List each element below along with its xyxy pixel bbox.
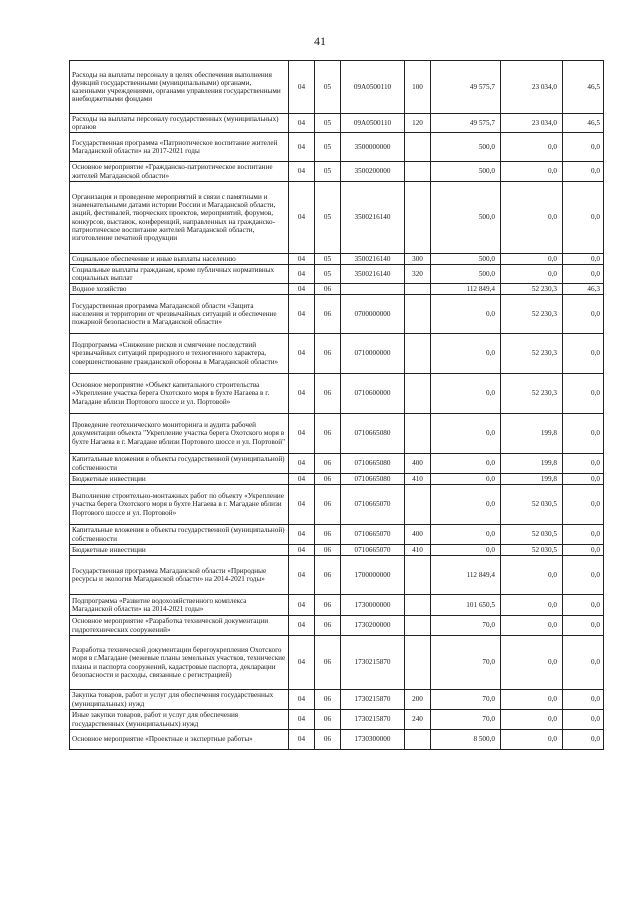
table-row: [70, 595, 604, 616]
cell-expense-type: 400: [405, 454, 431, 474]
cell-name: Бюджетные инвестиции: [70, 545, 289, 556]
cell-target-article: 09А0500110: [341, 61, 405, 114]
cell-percent: 0,0: [563, 545, 604, 556]
cell-section: 04: [289, 133, 315, 162]
cell-name: Социальные выплаты гражданам, кроме публичных нормативных социальных выплат: [70, 265, 289, 284]
cell-expense-type: [405, 485, 431, 525]
cell-amount-plan: 8 500,0: [431, 730, 501, 750]
cell-name: Иные закупки товаров, работ и услуг для обеспечения государственных (муниципальных) нужд: [70, 710, 289, 730]
cell-percent: 0,0: [563, 710, 604, 730]
table-row: [70, 525, 604, 545]
cell-name: Основное мероприятие «Объект капитального строительства «Укрепление участка берега Охотского моря в бухте Нагаева в г. Магадане вблизи Портового шоссе и ул. Портовой»: [70, 374, 289, 414]
table-row: [70, 295, 604, 334]
cell-amount-plan: 0,0: [431, 334, 501, 374]
cell-section: 04: [289, 556, 315, 595]
cell-expense-type: [405, 374, 431, 414]
cell-subsection: 06: [315, 545, 341, 556]
cell-percent: 0,0: [563, 730, 604, 750]
cell-percent: 0,0: [563, 556, 604, 595]
table-row: [70, 454, 604, 474]
cell-expense-type: [405, 595, 431, 616]
cell-amount-actual: 0,0: [501, 730, 563, 750]
cell-expense-type: [405, 284, 431, 295]
cell-section: 04: [289, 690, 315, 710]
cell-amount-plan: 500,0: [431, 182, 501, 254]
cell-target-article: 0710665070: [341, 525, 405, 545]
cell-target-article: [341, 284, 405, 295]
cell-target-article: 3500216140: [341, 254, 405, 265]
cell-section: 04: [289, 254, 315, 265]
cell-target-article: 0710600000: [341, 374, 405, 414]
cell-amount-plan: 0,0: [431, 295, 501, 334]
cell-amount-plan: 49 575,7: [431, 61, 501, 114]
cell-target-article: 3500216140: [341, 265, 405, 284]
cell-percent: 0,0: [563, 295, 604, 334]
cell-name: Расходы на выплаты персоналу в целях обеспечения выполнения функций государственными (муниципальными) органами, казенными учреждениями, органами управления государственными внебюджетными фондами: [70, 61, 289, 114]
cell-subsection: 06: [315, 295, 341, 334]
cell-expense-type: [405, 162, 431, 182]
cell-percent: 0,0: [563, 525, 604, 545]
cell-amount-actual: 52 030,5: [501, 545, 563, 556]
cell-name: Разработка технической документации берегоукрепления Охотского моря в г.Магадане (межевые планы земельных участков, технические планы и паспорта сооружений, кадастровые паспорта, декларации безопасности и расходы, связанные с регистрацией): [70, 636, 289, 690]
cell-amount-actual: 23 034,0: [501, 61, 563, 114]
cell-amount-actual: 0,0: [501, 162, 563, 182]
cell-amount-plan: 112 849,4: [431, 556, 501, 595]
cell-percent: 46,5: [563, 114, 604, 133]
cell-amount-actual: 0,0: [501, 616, 563, 636]
cell-percent: 0,0: [563, 595, 604, 616]
cell-name: Капитальные вложения в объекты государственной (муниципальной) собственности: [70, 454, 289, 474]
cell-target-article: 0710665080: [341, 454, 405, 474]
cell-name: Капитальные вложения в объекты государственной (муниципальной) собственности: [70, 525, 289, 545]
cell-section: 04: [289, 295, 315, 334]
cell-amount-plan: 0,0: [431, 454, 501, 474]
table-row: [70, 61, 604, 114]
cell-expense-type: [405, 133, 431, 162]
cell-section: 04: [289, 284, 315, 295]
cell-section: 04: [289, 114, 315, 133]
cell-section: 04: [289, 334, 315, 374]
cell-amount-actual: 199,8: [501, 474, 563, 485]
table-row: [70, 182, 604, 254]
cell-amount-plan: 0,0: [431, 374, 501, 414]
table-row: [70, 690, 604, 710]
cell-target-article: 3500216140: [341, 182, 405, 254]
cell-target-article: 0710665080: [341, 414, 405, 454]
cell-amount-plan: 0,0: [431, 525, 501, 545]
cell-name: Социальное обеспечение и иные выплаты населению: [70, 254, 289, 265]
cell-percent: 0,0: [563, 474, 604, 485]
cell-percent: 46,3: [563, 284, 604, 295]
cell-name: Выполнение строительно-монтажных работ по объекту «Укрепление участка берега Охотского моря в бухте Нагаева в г. Магадане вблизи Портового шоссе и ул. Портовой»: [70, 485, 289, 525]
cell-amount-actual: 52 230,3: [501, 334, 563, 374]
cell-amount-plan: 500,0: [431, 254, 501, 265]
cell-target-article: 3500000000: [341, 133, 405, 162]
table-row: [70, 374, 604, 414]
cell-section: 04: [289, 374, 315, 414]
cell-percent: 0,0: [563, 133, 604, 162]
cell-target-article: 1730200000: [341, 616, 405, 636]
cell-amount-plan: 70,0: [431, 616, 501, 636]
cell-section: 04: [289, 182, 315, 254]
table-row: [70, 545, 604, 556]
cell-target-article: 1700000000: [341, 556, 405, 595]
cell-amount-actual: 0,0: [501, 710, 563, 730]
cell-section: 04: [289, 474, 315, 485]
cell-expense-type: [405, 414, 431, 454]
table-row: [70, 730, 604, 750]
cell-subsection: 06: [315, 414, 341, 454]
table-row: [70, 485, 604, 525]
cell-subsection: 06: [315, 454, 341, 474]
cell-subsection: 06: [315, 525, 341, 545]
cell-target-article: 3500200000: [341, 162, 405, 182]
cell-amount-actual: 52 030,5: [501, 485, 563, 525]
cell-amount-plan: 500,0: [431, 162, 501, 182]
cell-subsection: 05: [315, 265, 341, 284]
cell-percent: 0,0: [563, 334, 604, 374]
cell-expense-type: [405, 556, 431, 595]
cell-subsection: 05: [315, 61, 341, 114]
cell-amount-actual: 52 230,3: [501, 284, 563, 295]
cell-percent: 46,5: [563, 61, 604, 114]
cell-subsection: 06: [315, 284, 341, 295]
cell-section: 04: [289, 414, 315, 454]
cell-percent: 0,0: [563, 616, 604, 636]
cell-amount-plan: 0,0: [431, 414, 501, 454]
cell-name: Государственная программа Магаданской области «Защита населения и территории от чрезвычайных ситуаций и обеспечение пожарной безопасности в Магаданской области»: [70, 295, 289, 334]
cell-target-article: 09А0500110: [341, 114, 405, 133]
cell-expense-type: [405, 334, 431, 374]
cell-percent: 0,0: [563, 636, 604, 690]
cell-name: Основное мероприятие «Проектные и экспертные работы»: [70, 730, 289, 750]
table-row: [70, 265, 604, 284]
cell-expense-type: 400: [405, 525, 431, 545]
cell-amount-actual: 52 230,3: [501, 374, 563, 414]
cell-subsection: 06: [315, 730, 341, 750]
cell-section: 04: [289, 710, 315, 730]
cell-subsection: 05: [315, 182, 341, 254]
cell-section: 04: [289, 616, 315, 636]
table-row: [70, 114, 604, 133]
cell-subsection: 06: [315, 616, 341, 636]
cell-expense-type: 410: [405, 474, 431, 485]
cell-target-article: 1730215870: [341, 690, 405, 710]
cell-amount-plan: 0,0: [431, 545, 501, 556]
cell-name: Государственная программа «Патриотическое воспитание жителей Магаданской области» на 2017-2021 годы: [70, 133, 289, 162]
cell-amount-plan: 70,0: [431, 690, 501, 710]
cell-section: 04: [289, 265, 315, 284]
cell-amount-actual: 23 034,0: [501, 114, 563, 133]
cell-subsection: 06: [315, 474, 341, 485]
cell-expense-type: [405, 295, 431, 334]
cell-name: Подпрограмма «Развитие водохозяйственного комплекса Магаданской области» на 2014-2021 годы»: [70, 595, 289, 616]
cell-name: Подпрограмма «Снижение рисков и смягчение последствий чрезвычайных ситуаций природного и техногенного характера, совершенствование гражданской обороны в Магаданской области»: [70, 334, 289, 374]
cell-percent: 0,0: [563, 254, 604, 265]
table-row: [70, 334, 604, 374]
cell-amount-plan: 0,0: [431, 474, 501, 485]
cell-target-article: 0710665070: [341, 485, 405, 525]
cell-amount-actual: 0,0: [501, 556, 563, 595]
cell-expense-type: [405, 730, 431, 750]
cell-section: 04: [289, 525, 315, 545]
cell-subsection: 06: [315, 595, 341, 616]
cell-subsection: 06: [315, 334, 341, 374]
cell-amount-plan: 0,0: [431, 485, 501, 525]
budget-table: [69, 60, 604, 750]
table-row: [70, 414, 604, 454]
cell-name: Расходы на выплаты персоналу государственных (муниципальных) органов: [70, 114, 289, 133]
cell-subsection: 05: [315, 114, 341, 133]
cell-amount-plan: 500,0: [431, 265, 501, 284]
cell-section: 04: [289, 730, 315, 750]
cell-expense-type: 200: [405, 690, 431, 710]
cell-section: 04: [289, 595, 315, 616]
cell-percent: 0,0: [563, 414, 604, 454]
table-row: [70, 556, 604, 595]
page-number: 41: [314, 34, 326, 48]
cell-percent: 0,0: [563, 265, 604, 284]
cell-amount-actual: 52 030,5: [501, 525, 563, 545]
cell-amount-plan: 70,0: [431, 710, 501, 730]
cell-expense-type: 300: [405, 254, 431, 265]
cell-target-article: 1730215870: [341, 636, 405, 690]
cell-target-article: 0710665080: [341, 474, 405, 485]
cell-target-article: 0710665070: [341, 545, 405, 556]
cell-amount-plan: 49 575,7: [431, 114, 501, 133]
cell-amount-actual: 199,8: [501, 414, 563, 454]
cell-expense-type: [405, 616, 431, 636]
cell-subsection: 05: [315, 133, 341, 162]
cell-subsection: 06: [315, 710, 341, 730]
cell-section: 04: [289, 636, 315, 690]
cell-target-article: 1730215870: [341, 710, 405, 730]
cell-expense-type: 410: [405, 545, 431, 556]
cell-amount-actual: 0,0: [501, 690, 563, 710]
cell-name: Бюджетные инвестиции: [70, 474, 289, 485]
cell-amount-actual: 0,0: [501, 133, 563, 162]
cell-target-article: 0700000000: [341, 295, 405, 334]
table-row: [70, 636, 604, 690]
cell-percent: 0,0: [563, 374, 604, 414]
cell-name: Основное мероприятие «Гражданско-патриотическое воспитание жителей Магаданской области»: [70, 162, 289, 182]
cell-section: 04: [289, 162, 315, 182]
cell-amount-actual: 199,8: [501, 454, 563, 474]
cell-amount-plan: 101 650,5: [431, 595, 501, 616]
table-row: [70, 710, 604, 730]
cell-subsection: 05: [315, 254, 341, 265]
cell-subsection: 06: [315, 690, 341, 710]
cell-amount-plan: 500,0: [431, 133, 501, 162]
cell-expense-type: [405, 182, 431, 254]
cell-section: 04: [289, 454, 315, 474]
cell-expense-type: 120: [405, 114, 431, 133]
cell-name: Проведение геотехнического мониторинга и аудита рабочей документации объекта "Укрепление участка берега Охотского моря в бухте Нагаева в г. Магадане вблизи Портового шоссе и ул. Портовой": [70, 414, 289, 454]
cell-amount-actual: 0,0: [501, 254, 563, 265]
cell-amount-plan: 112 849,4: [431, 284, 501, 295]
table-row: [70, 162, 604, 182]
cell-name: Закупка товаров, работ и услуг для обеспечения государственных (муниципальных) нужд: [70, 690, 289, 710]
cell-expense-type: 100: [405, 61, 431, 114]
cell-subsection: 05: [315, 162, 341, 182]
cell-name: Основное мероприятие «Разработка технической документации гидротехнических сооружений»: [70, 616, 289, 636]
cell-subsection: 06: [315, 374, 341, 414]
cell-section: 04: [289, 485, 315, 525]
cell-amount-actual: 0,0: [501, 265, 563, 284]
cell-target-article: 1730000000: [341, 595, 405, 616]
cell-percent: 0,0: [563, 485, 604, 525]
cell-section: 04: [289, 61, 315, 114]
cell-amount-actual: 0,0: [501, 182, 563, 254]
table-row: [70, 474, 604, 485]
cell-subsection: 06: [315, 636, 341, 690]
cell-amount-actual: 0,0: [501, 595, 563, 616]
cell-name: Водное хозяйство: [70, 284, 289, 295]
cell-amount-actual: 0,0: [501, 636, 563, 690]
cell-subsection: 06: [315, 556, 341, 595]
table-row: [70, 133, 604, 162]
cell-target-article: 1730300000: [341, 730, 405, 750]
cell-section: 04: [289, 545, 315, 556]
table-row: [70, 616, 604, 636]
cell-name: Государственная программа Магаданской области «Природные ресурсы и экология Магаданской области» на 2014-2021 годы»: [70, 556, 289, 595]
table-row: [70, 284, 604, 295]
cell-percent: 0,0: [563, 690, 604, 710]
cell-name: Организация и проведение мероприятий в связи с памятными и знаменательными датами истории России и Магаданской области, акций, фестивалей, творческих проектов, мероприятий, форумов, конкурсов, выставок, конференций, направленных на гражданско-патриотическое воспитание жителей Магаданской области, изготовление печатной продукции: [70, 182, 289, 254]
table-row: [70, 254, 604, 265]
cell-expense-type: 320: [405, 265, 431, 284]
cell-expense-type: [405, 636, 431, 690]
cell-expense-type: 240: [405, 710, 431, 730]
cell-subsection: 06: [315, 485, 341, 525]
cell-amount-actual: 52 230,3: [501, 295, 563, 334]
cell-amount-plan: 70,0: [431, 636, 501, 690]
cell-percent: 0,0: [563, 454, 604, 474]
cell-target-article: 0710000000: [341, 334, 405, 374]
cell-percent: 0,0: [563, 182, 604, 254]
cell-percent: 0,0: [563, 162, 604, 182]
